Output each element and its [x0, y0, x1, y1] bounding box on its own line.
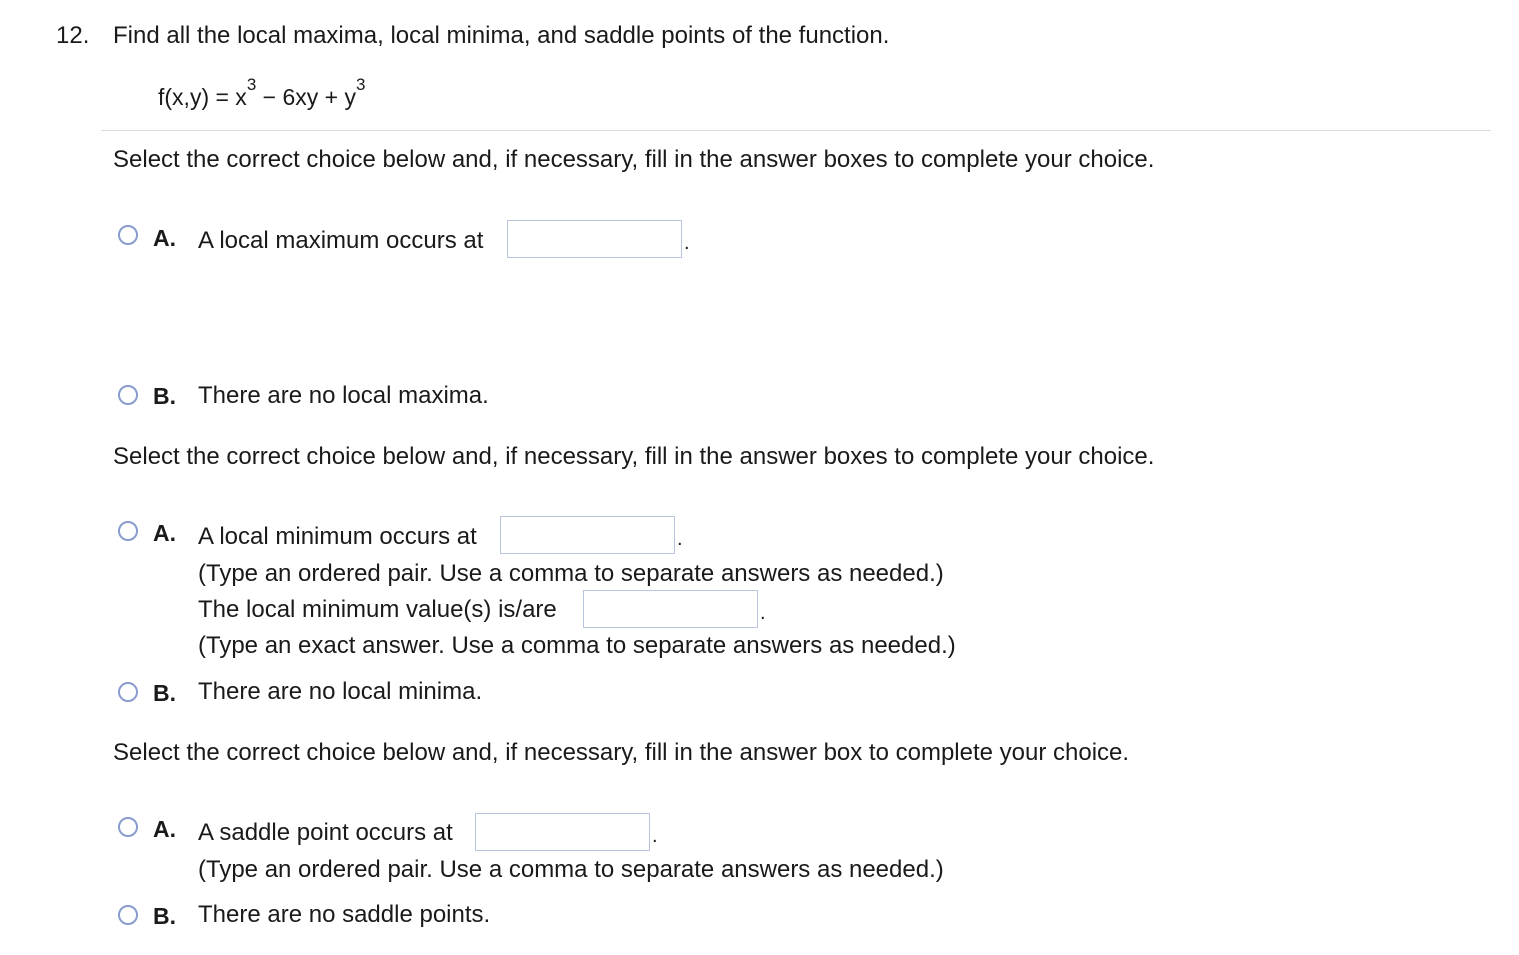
saddle-ordered-pair-hint: (Type an ordered pair. Use a comma to separate answers as needed.): [198, 856, 944, 883]
maxima-option-a-radio[interactable]: [118, 225, 138, 245]
function-formula: [158, 75, 366, 111]
maxima-a-period: .: [684, 232, 690, 254]
minima-option-a-letter: A.: [153, 520, 176, 546]
minima-ordered-pair-hint: (Type an ordered pair. Use a comma to separate answers as needed.): [198, 560, 944, 587]
local-minimum-input[interactable]: [500, 516, 675, 554]
minima-instruction: Select the correct choice below and, if necessary, fill in the answer boxes to complete your choice.: [113, 443, 1155, 470]
saddle-option-a-radio[interactable]: [118, 817, 138, 837]
local-maximum-input[interactable]: [507, 220, 682, 258]
saddle-point-input[interactable]: [475, 813, 650, 851]
minima-option-b-text: There are no local minima.: [198, 678, 483, 705]
saddle-instruction: Select the correct choice below and, if necessary, fill in the answer box to complete your choice.: [113, 739, 1130, 766]
local-minimum-value-label: The local minimum value(s) is/are: [198, 596, 557, 623]
maxima-instruction: Select the correct choice below and, if necessary, fill in the answer boxes to complete your choice.: [113, 146, 1155, 173]
formula-exponent-x: 3: [246, 75, 257, 94]
maxima-option-a-text: A local maximum occurs at: [198, 227, 484, 254]
maxima-option-b-radio[interactable]: [118, 385, 138, 405]
saddle-option-a-text: A saddle point occurs at: [198, 819, 453, 846]
minima-value-period: .: [760, 602, 766, 624]
formula-middle: − 6xy + y: [256, 84, 356, 110]
local-minimum-value-input[interactable]: [583, 590, 758, 628]
formula-lhs: f(x,y) = x: [158, 84, 247, 110]
saddle-option-b-letter: B.: [153, 903, 176, 929]
minima-a-period: .: [677, 528, 683, 550]
maxima-option-b-text: There are no local maxima.: [198, 382, 489, 409]
maxima-option-b-letter: B.: [153, 383, 176, 409]
saddle-a-period: .: [652, 825, 658, 847]
formula-exponent-y: 3: [356, 75, 366, 94]
minima-option-a-text: A local minimum occurs at: [198, 523, 477, 550]
saddle-option-b-radio[interactable]: [118, 905, 138, 925]
saddle-option-b-text: There are no saddle points.: [198, 901, 491, 928]
maxima-option-a-letter: A.: [153, 225, 176, 251]
minima-option-a-radio[interactable]: [118, 521, 138, 541]
minima-option-b-radio[interactable]: [118, 682, 138, 702]
divider: [101, 130, 1491, 131]
question-prompt: Find all the local maxima, local minima, and saddle points of the function.: [113, 22, 890, 49]
minima-option-b-letter: B.: [153, 680, 176, 706]
question-number: 12.: [56, 22, 90, 49]
minima-exact-answer-hint: (Type an exact answer. Use a comma to separate answers as needed.): [198, 632, 956, 659]
saddle-option-a-letter: A.: [153, 816, 176, 842]
